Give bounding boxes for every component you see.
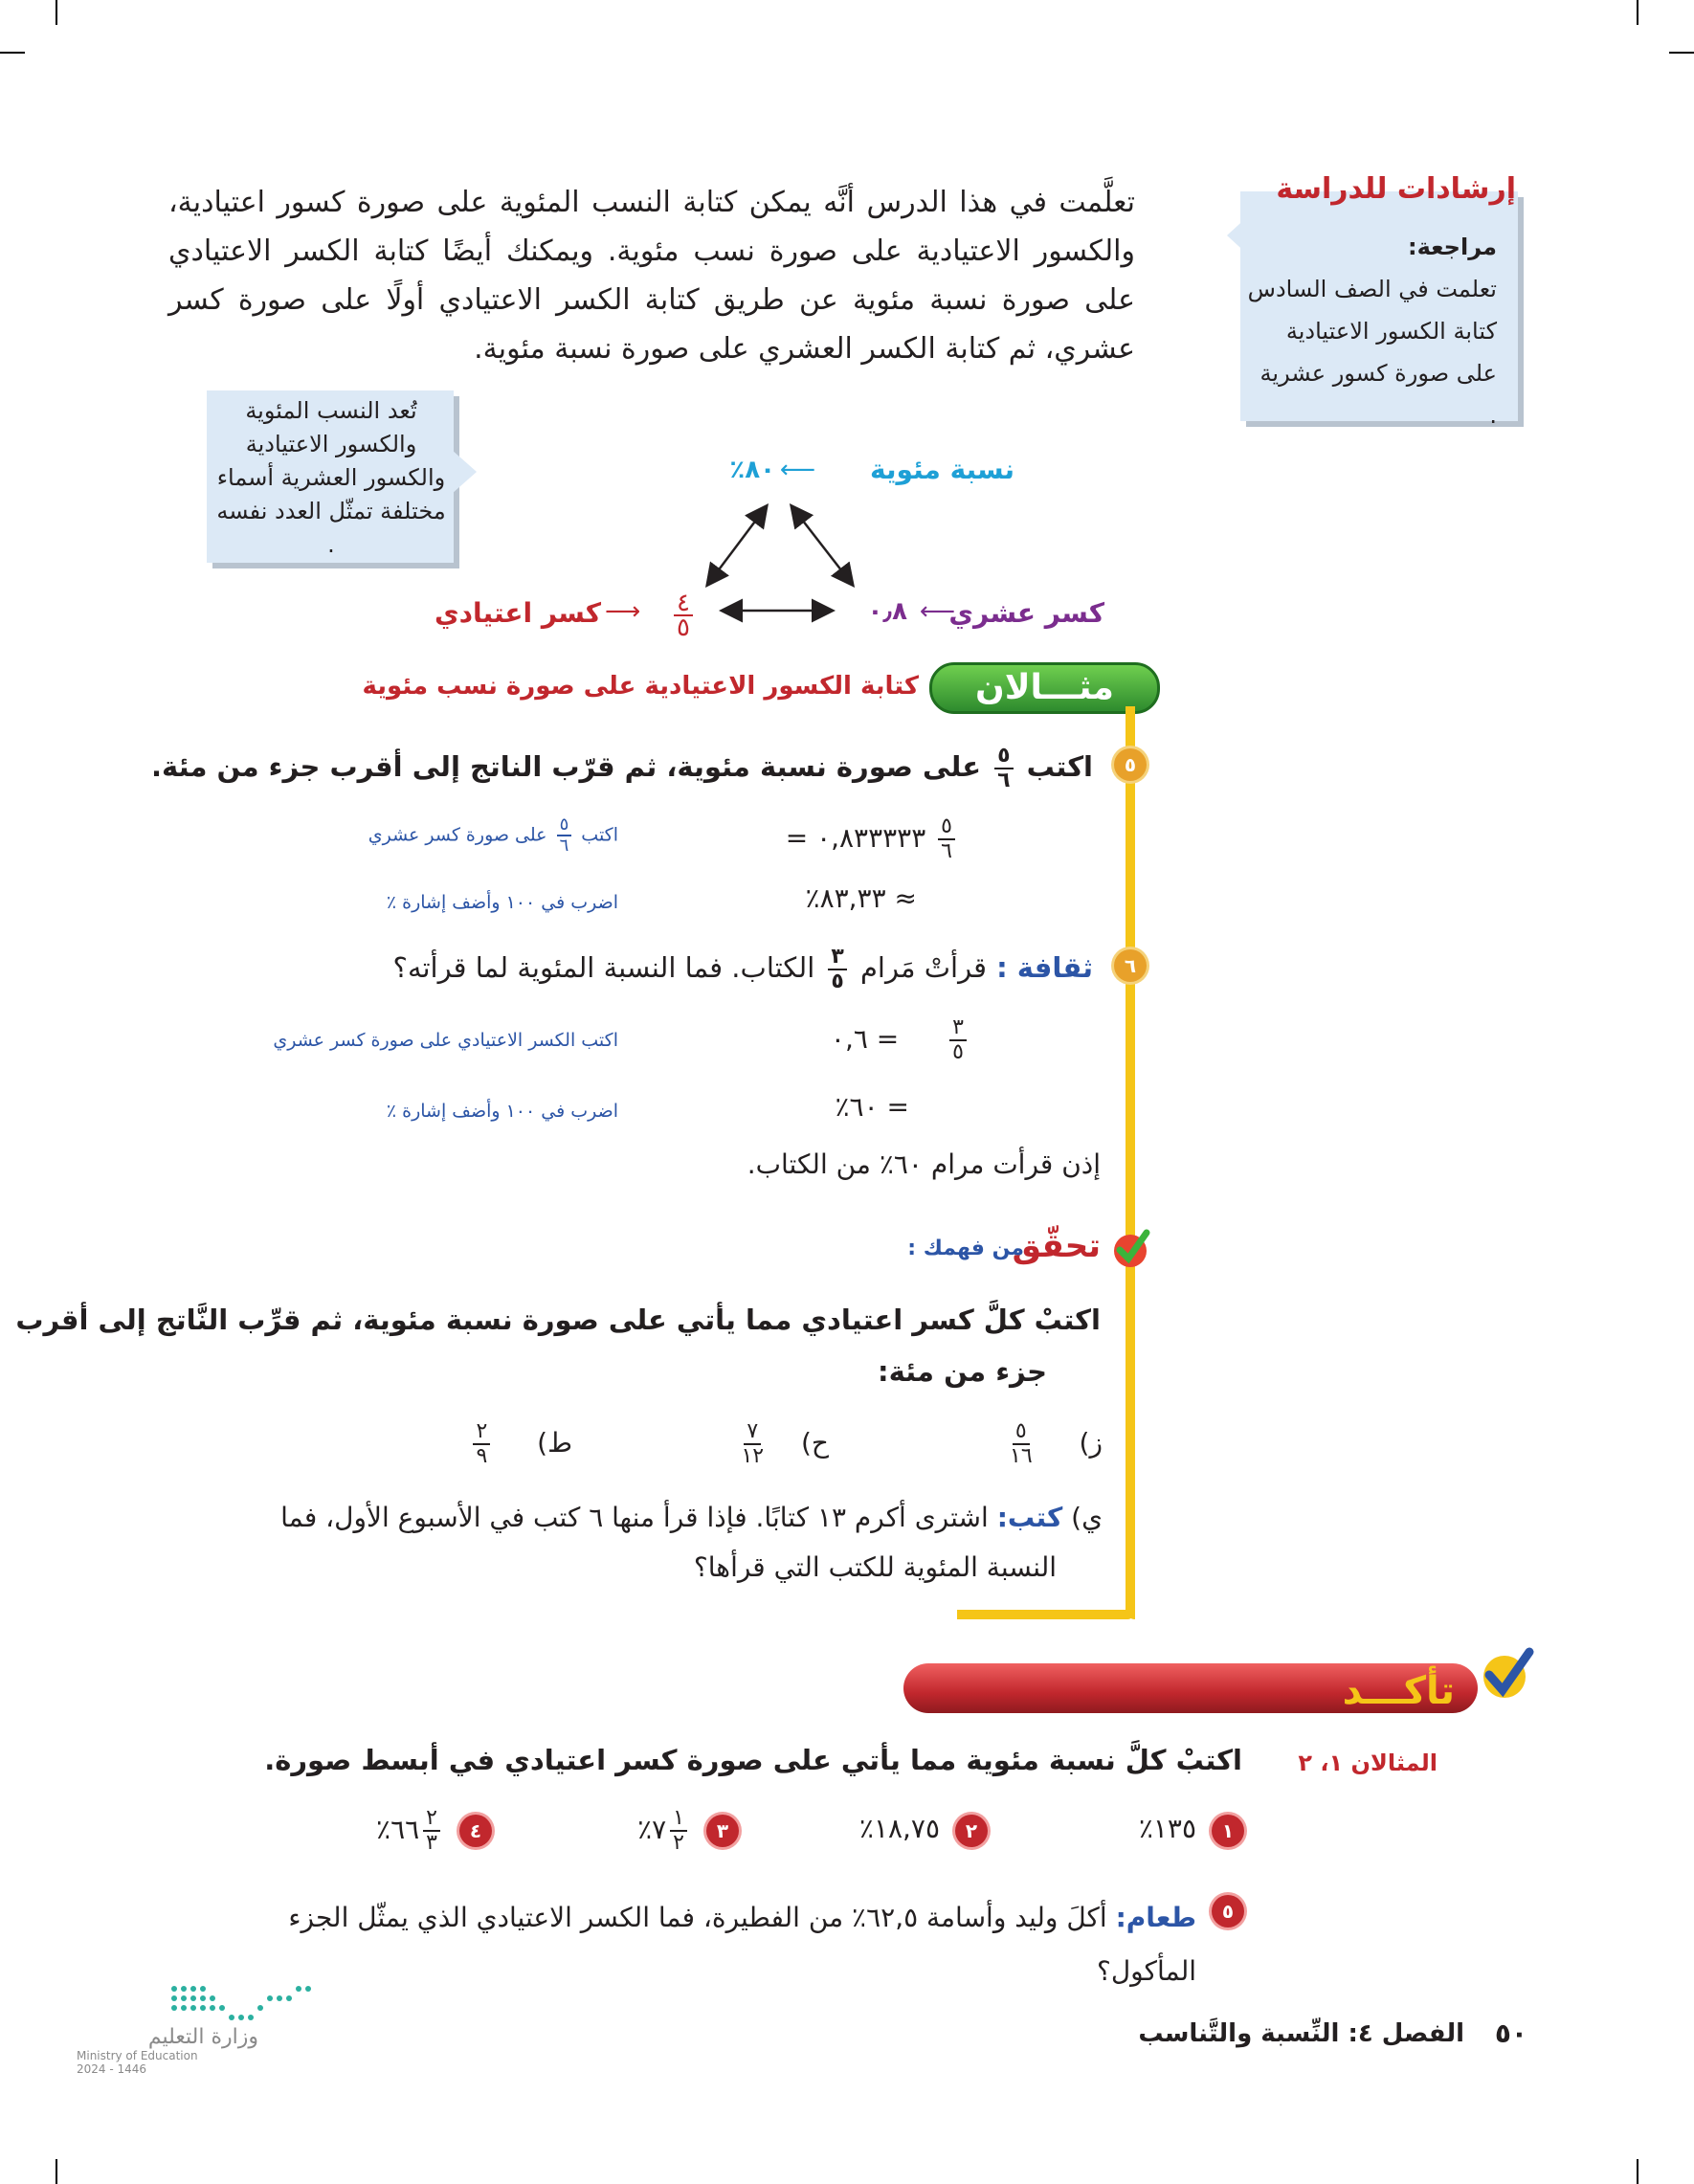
check-subtitle: من فهمك : bbox=[907, 1237, 1024, 1260]
ministry-name-en: Ministry of Education bbox=[77, 2049, 198, 2062]
crop-mark bbox=[56, 0, 57, 25]
confirm-item-4-whole: ٦٦ bbox=[390, 1814, 420, 1845]
example-6-step1-expr: = ٠,٦ bbox=[830, 1023, 900, 1055]
checkmark-icon bbox=[1108, 1227, 1152, 1271]
example-5-q-den: ٦ bbox=[997, 769, 1011, 792]
diagram-percent-value: ٨٠٪ bbox=[729, 456, 775, 484]
check-item-z bbox=[1006, 1420, 1103, 1468]
side-note-text: تُعد النسب المئوية والكسور الاعتيادية والكسور العشرية أسماء مختلفة تمثّل العدد نفسه . bbox=[216, 397, 446, 558]
example-5-step2: ≈ ٨٣,٣٣٪ bbox=[805, 882, 917, 914]
example-6-conclusion: إذن قرأت مرام ٦٠٪ من الكتاب. bbox=[747, 1148, 1101, 1180]
check-item-t-den: ٩ bbox=[476, 1444, 488, 1468]
example-5-q-pre: اكتب bbox=[1026, 750, 1093, 783]
confirm-q5-badge: ٥ bbox=[1212, 1895, 1244, 1928]
example-6-question bbox=[393, 946, 1093, 993]
example-5-step1-fraction bbox=[938, 815, 955, 863]
ministry-name-ar: وزارة التعليم bbox=[147, 2025, 258, 2049]
example-6-q-num: ٣ bbox=[828, 946, 846, 970]
crop-mark bbox=[1669, 52, 1694, 54]
check-item-t-num: ٢ bbox=[473, 1420, 490, 1445]
example-6-step2-note: اضرب في ١٠٠ وأضف إشارة ٪ bbox=[386, 1101, 618, 1122]
confirm-q5-label: طعام: bbox=[1115, 1902, 1196, 1933]
confirm-item-4-suffix: ٪ bbox=[376, 1814, 391, 1845]
examples-tab: مثـــالان bbox=[929, 662, 1160, 714]
check-item-h bbox=[737, 1420, 829, 1468]
study-tip-body bbox=[1246, 226, 1497, 436]
diagram-decimal-value: ٠٫٨ bbox=[867, 597, 907, 626]
crop-mark bbox=[1637, 2159, 1638, 2184]
example-5-badge: ٥ bbox=[1114, 748, 1147, 781]
example-6-step1-num: ٣ bbox=[949, 1016, 967, 1041]
check-item-h-num: ٧ bbox=[744, 1420, 761, 1445]
confirm-item-3-num: ١ bbox=[670, 1807, 687, 1832]
confirm-q5 bbox=[239, 1891, 1196, 1998]
check-title: تحقّق bbox=[1012, 1227, 1101, 1265]
examples-rail-bottom bbox=[957, 1610, 1135, 1619]
example-6-step1 bbox=[831, 1016, 970, 1064]
example-6-step1-note: اكتب الكسر الاعتيادي على صورة كسر عشري bbox=[273, 1030, 618, 1051]
confirm-item-4-den: ٣ bbox=[426, 1831, 437, 1855]
confirm-item-3-suffix: ٪ bbox=[637, 1814, 653, 1845]
diagram-percent-label: نسبة مئوية bbox=[870, 454, 1014, 485]
diagram-fraction-den: ٥ bbox=[677, 613, 690, 642]
confirm-instruction: اكتبْ كلَّ نسبة مئوية مما يأتي على صورة كسر اعتيادي في أبسط صورة. bbox=[264, 1744, 1242, 1776]
side-note-pointer bbox=[452, 450, 477, 494]
check-problem-line1: اشترى أكرم ١٣ كتابًا. فإذا قرأ منها ٦ كتب في الأسبوع الأول، فما bbox=[280, 1502, 989, 1533]
diagram-decimal-arrow: ⟵ bbox=[919, 597, 955, 626]
example-5-step2-note: اضرب في ١٠٠ وأضف إشارة ٪ bbox=[386, 892, 618, 913]
ministry-logo bbox=[77, 1983, 258, 2076]
check-problem bbox=[193, 1493, 1103, 1593]
crop-mark bbox=[1637, 0, 1638, 25]
diagram-decimal-label: كسر عشري bbox=[948, 597, 1104, 629]
check-problem-line2: النسبة المئوية للكتب التي قرأها؟ bbox=[693, 1551, 1057, 1583]
check-instruction-line1: اكتبْ كلَّ كسر اعتيادي مما يأتي على صورة نسبة مئوية، ثم قرِّب النَّاتج إلى أقرب bbox=[15, 1304, 1101, 1336]
check-item-h-label: ح) bbox=[801, 1427, 829, 1459]
example-6-q-den: ٥ bbox=[831, 969, 844, 993]
confirm-item-2-badge: ٢ bbox=[955, 1815, 988, 1847]
confirm-item-4-num: ٢ bbox=[423, 1807, 440, 1832]
confirm-item-2-value: ١٨,٧٥٪ bbox=[858, 1813, 940, 1844]
example-6-label: ثقافة : bbox=[996, 951, 1093, 984]
example-5-step1-num: ٥ bbox=[938, 815, 955, 840]
confirm-item-4-value bbox=[376, 1807, 444, 1855]
diagram-percent-arrow: ⟵ bbox=[779, 456, 815, 484]
chapter-title: الفصل ٤: النِّسبة والتَّناسب bbox=[1138, 2019, 1464, 2048]
check-item-t-label: ط) bbox=[537, 1427, 572, 1459]
example-5-note-den: ٦ bbox=[559, 836, 569, 856]
example-5-step1-expr: ٠,٨٣٣٣٣٣ = bbox=[785, 822, 926, 854]
example-5-q-num: ٥ bbox=[994, 745, 1013, 769]
confirm-item-3-den: ٢ bbox=[673, 1831, 684, 1855]
check-problem-tag: كتب: bbox=[996, 1502, 1063, 1533]
example-6-q-pre: قرأتْ مَرام bbox=[859, 951, 987, 984]
confirm-q5-line1: أكلَ وليد وأسامة ٦٢,٥٪ من الفطيرة، فما الكسر الاعتيادي الذي يمثّل الجزء bbox=[288, 1902, 1107, 1933]
check-item-t bbox=[469, 1420, 572, 1468]
example-5-note-num: ٥ bbox=[557, 815, 572, 836]
example-6-badge: ٦ bbox=[1114, 949, 1147, 982]
ministry-dots-icon bbox=[168, 1983, 322, 2025]
diagram-fraction-num: ٤ bbox=[674, 591, 693, 616]
example-5-note-pre: اكتب bbox=[581, 824, 618, 846]
diagram-fraction-label: كسر اعتيادي bbox=[435, 597, 602, 629]
example-5-step1-note bbox=[368, 815, 618, 856]
page-number: ٥٠ bbox=[1494, 2017, 1527, 2049]
example-6-step2: = ٦٠٪ bbox=[835, 1091, 909, 1123]
confirm-title: تأكـــد bbox=[1342, 1669, 1455, 1713]
check-item-z-label: ز) bbox=[1079, 1427, 1103, 1459]
crop-mark bbox=[56, 2159, 57, 2184]
diagram-fraction-value bbox=[670, 589, 697, 642]
example-6-q-post: الكتاب. فما النسبة المئوية لما قرأته؟ bbox=[392, 951, 815, 984]
example-5-question bbox=[151, 745, 1093, 792]
confirm-item-4-badge: ٤ bbox=[459, 1815, 492, 1847]
confirm-item-1-value: ١٣٥٪ bbox=[1138, 1813, 1196, 1844]
check-item-z-den: ١٦ bbox=[1010, 1444, 1033, 1468]
confirm-q5-line2: المأكول؟ bbox=[1096, 1955, 1196, 1987]
check-item-h-den: ١٢ bbox=[741, 1444, 765, 1468]
confirm-item-1-badge: ١ bbox=[1212, 1815, 1244, 1847]
example-5-q-post: على صورة نسبة مئوية، ثم قرّب الناتج إلى أقرب جزء من مئة. bbox=[151, 750, 981, 783]
study-tip-title: إرشادات للدراسة bbox=[1276, 172, 1516, 206]
confirm-item-3-value bbox=[637, 1807, 691, 1855]
study-tip-text: تعلمت في الصف السادس كتابة الكسور الاعتيادية على صورة كسور عشرية . bbox=[1247, 276, 1497, 429]
confirm-item-3-badge: ٣ bbox=[706, 1815, 739, 1847]
example-5-step1-den: ٦ bbox=[941, 839, 952, 863]
example-6-step1-fraction bbox=[949, 1016, 967, 1064]
ministry-year: 2024 - 1446 bbox=[77, 2062, 147, 2076]
check-problem-label: ي) bbox=[1071, 1502, 1103, 1533]
confirm-examples-ref: المثالان ١، ٢ bbox=[1298, 1749, 1438, 1776]
example-6-step1-den: ٥ bbox=[952, 1040, 964, 1064]
examples-rail bbox=[1126, 706, 1135, 1619]
confirm-check-icon bbox=[1476, 1644, 1535, 1704]
check-instruction-line2: جزء من مئة: bbox=[878, 1355, 1047, 1388]
example-5-step1 bbox=[786, 815, 959, 863]
examples-title: كتابة الكسور الاعتيادية على صورة نسب مئوية bbox=[362, 672, 919, 701]
example-5-note-post: على صورة كسر عشري bbox=[368, 824, 547, 846]
intro-paragraph: تعلَّمت في هذا الدرس أنَّه يمكن كتابة النسب المئوية على صورة كسور اعتيادية، والكسور الاعتيادية على صورة نسب مئوية. ويمكنك أيضًا كتابة الكسر الاعتيادي على صورة نسبة مئوية عن طريق كتابة الكسر الاعتيادي أولًا على صورة كسر عشري، ثم كتابة الكسر العشري على صورة نسبة مئوية. bbox=[168, 186, 1135, 366]
crop-mark bbox=[0, 52, 25, 54]
check-item-z-num: ٥ bbox=[1013, 1420, 1030, 1445]
confirm-item-3-whole: ٧ bbox=[652, 1814, 667, 1845]
diagram-fraction-arrow: ⟶ bbox=[605, 597, 641, 626]
study-tip-subtitle: مراجعة: bbox=[1407, 234, 1497, 260]
